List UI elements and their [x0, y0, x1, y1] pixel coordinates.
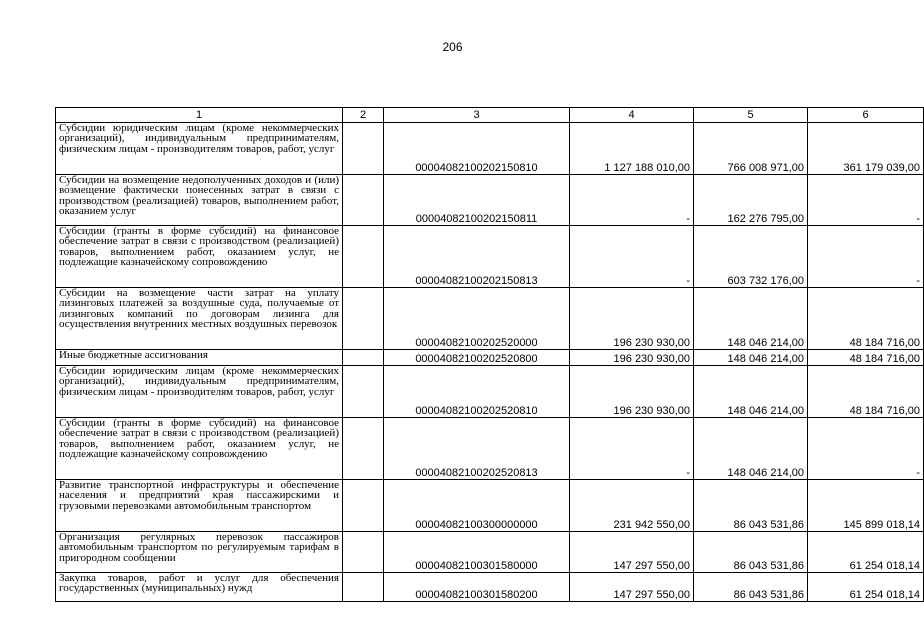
row-col2: [343, 350, 384, 366]
row-value-4: -: [570, 226, 694, 288]
row-value-5: 86 043 531,86: [694, 573, 808, 602]
row-code: 00004082100202520810: [384, 366, 570, 418]
row-code: 00004082100301580000: [384, 532, 570, 573]
row-col2: [343, 573, 384, 602]
table-row: [56, 480, 924, 532]
column-header-5: 5: [694, 108, 808, 123]
row-description: Организация регулярных перевозок пассажиров автомобильным транспортом по регулируемым тарифам в пригородном сообщении: [56, 532, 343, 573]
row-value-4: 231 942 550,00: [570, 480, 694, 532]
row-value-5: 162 276 795,00: [694, 175, 808, 226]
table-row: [56, 123, 924, 175]
table-row: [56, 175, 924, 226]
row-code: 00004082100202150811: [384, 175, 570, 226]
row-value-6: 361 179 039,00: [808, 123, 924, 175]
row-value-4: 147 297 550,00: [570, 573, 694, 602]
row-description: Субсидии (гранты в форме субсидий) на финансовое обеспечение затрат в связи с производством (реализацией) товаров, выполнением работ, оказанием услуг, не подлежащие казначейскому сопровождению: [56, 226, 343, 288]
row-code: 00004082100301580200: [384, 573, 570, 602]
row-description: Субсидии на возмещение части затрат на уплату лизинговых платежей за воздушные суда, получаемые от лизинговых компаний по договорам лизинга для осуществления внутренних местных воздушных перевозок: [56, 288, 343, 350]
row-col2: [343, 175, 384, 226]
row-value-4: 196 230 930,00: [570, 288, 694, 350]
row-value-6: 145 899 018,14: [808, 480, 924, 532]
row-value-4: -: [570, 418, 694, 480]
table-row: [56, 532, 924, 573]
table-row: [56, 226, 924, 288]
row-value-4: 1 127 188 010,00: [570, 123, 694, 175]
table-row: [56, 418, 924, 480]
column-header-6: 6: [808, 108, 924, 123]
row-code: 00004082100202150810: [384, 123, 570, 175]
row-value-5: 766 008 971,00: [694, 123, 808, 175]
row-description: Субсидии (гранты в форме субсидий) на финансовое обеспечение затрат в связи с производством (реализацией) товаров, выполнением работ, оказанием услуг, не подлежащие казначейскому сопровождению: [56, 418, 343, 480]
row-code: 00004082100202520800: [384, 350, 570, 366]
row-code: 00004082100300000000: [384, 480, 570, 532]
column-header-1: 1: [56, 108, 343, 123]
row-value-6: 48 184 716,00: [808, 366, 924, 418]
row-value-5: 86 043 531,86: [694, 480, 808, 532]
row-description: Развитие транспортной инфраструктуры и обеспечение населения и предприятий края пассажирскими и грузовыми перевозками автомобильным транспортом: [56, 480, 343, 532]
row-value-6: -: [808, 418, 924, 480]
column-header-3: 3: [384, 108, 570, 123]
row-code: 00004082100202520000: [384, 288, 570, 350]
row-col2: [343, 288, 384, 350]
row-col2: [343, 418, 384, 480]
table-row: [56, 288, 924, 350]
row-value-5: 148 046 214,00: [694, 288, 808, 350]
row-value-5: 86 043 531,86: [694, 532, 808, 573]
row-col2: [343, 123, 384, 175]
row-value-6: 61 254 018,14: [808, 573, 924, 602]
column-header-4: 4: [570, 108, 694, 123]
row-col2: [343, 366, 384, 418]
row-value-6: 61 254 018,14: [808, 532, 924, 573]
row-col2: [343, 480, 384, 532]
row-description: Закупка товаров, работ и услуг для обеспечения государственных (муниципальных) нужд: [56, 573, 343, 602]
table-row: [56, 366, 924, 418]
row-value-4: 196 230 930,00: [570, 350, 694, 366]
column-header-2: 2: [343, 108, 384, 123]
row-value-4: 147 297 550,00: [570, 532, 694, 573]
row-value-6: -: [808, 175, 924, 226]
page-number: 206: [442, 40, 463, 54]
row-value-6: 48 184 716,00: [808, 288, 924, 350]
row-value-5: 148 046 214,00: [694, 366, 808, 418]
row-code: 00004082100202520813: [384, 418, 570, 480]
row-description: Субсидии юридическим лицам (кроме некоммерческих организаций), индивидуальным предпринимателям, физическим лицам - производителям товаров, работ, услуг: [56, 123, 343, 175]
row-value-6: 48 184 716,00: [808, 350, 924, 366]
header-row: [56, 108, 924, 123]
row-description: Субсидии юридическим лицам (кроме некоммерческих организаций), индивидуальным предпринимателям, физическим лицам - производителям товаров, работ, услуг: [56, 366, 343, 418]
row-code: 00004082100202150813: [384, 226, 570, 288]
table-row: [56, 573, 924, 602]
row-value-4: 196 230 930,00: [570, 366, 694, 418]
budget-table: [55, 107, 924, 602]
row-col2: [343, 226, 384, 288]
row-value-5: 148 046 214,00: [694, 418, 808, 480]
row-value-4: -: [570, 175, 694, 226]
row-value-6: -: [808, 226, 924, 288]
row-value-5: 603 732 176,00: [694, 226, 808, 288]
row-col2: [343, 532, 384, 573]
row-value-5: 148 046 214,00: [694, 350, 808, 366]
table-row: [56, 350, 924, 366]
row-description: Иные бюджетные ассигнования: [56, 350, 343, 366]
row-description: Субсидии на возмещение недополученных доходов и (или) возмещение фактически понесенных затрат в связи с производством (реализацией) товаров, выполнением работ, оказанием услуг: [56, 175, 343, 226]
